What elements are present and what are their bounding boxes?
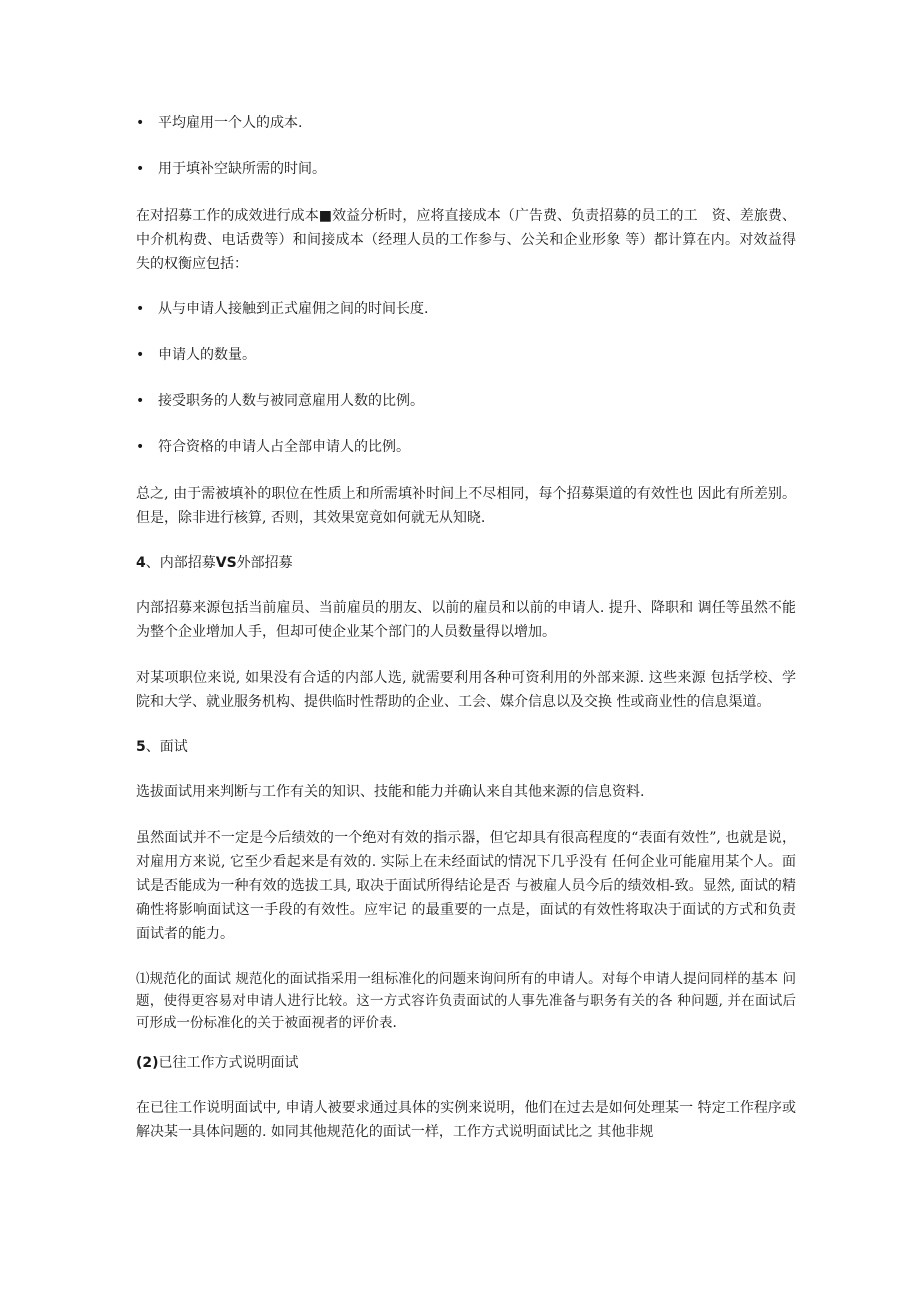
list-item-text: 用于填补空缺所需的时间。 [158,161,326,177]
paragraph-external-recruitment: 对某项职位来说, 如果没有合适的内部人选, 就需要利用各种可资利用的外部来源. 这些来源 包括学校、学院和大学、就业服务机构、提供临时性帮助的企业、工会、媒介信息以及交换 性或商业性的信息渠道。 [136,670,796,710]
bullet-icon: • [136,115,145,131]
list-item [136,390,796,412]
paragraph-cost-benefit: 在对招募工作的成效进行成本■效益分析时，应将直接成本（广告费、负责招募的员工的工 资、差旅费、中介机构费、电话费等）和间接成本（经理人员的工作参与、公关和企业形象 等）都计算在内。对效益得失的权衡应包括： [136,208,796,272]
section-heading-4 [136,552,796,574]
bullet-icon: • [136,439,145,455]
subsection-heading-2 [136,1052,796,1074]
section-title-vs: VS [215,555,237,571]
list-item [136,344,796,366]
section-number: 4 [136,555,146,571]
list-item-text: 接受职务的人数与被同意雇用人数的比例。 [158,393,424,409]
paragraph-behavioral-interview: 在已往工作说明面试中, 申请人被要求通过具体的实例来说明，他们在过去是如何处理某一 特定工作程序或解决某一具体问题的. 如同其他规范化的面试一样，工作方式说明面试比之 其他非规 [136,1100,796,1140]
paragraph-interview-validity: 虽然面试并不一定是今后绩效的一个绝对有效的指示器，但它却具有很高程度的“表面有效性”, 也就是说，对雇用方来说, 它至少看起来是有效的. 实际上在未经面试的情况下几乎没有 任何企业可能雇用某个人。面试是否能成为一种有效的选拔工具, 取决于面试所得结论是否 与被雇人员今后的绩效相-致。显然, 面试的精确性将影响面试这一手段的有效性。应牢记 的最重要的一点是，面试的有效性将取决于面试的方式和负责面试者的能力。 [136,830,796,942]
bullet-icon: • [136,161,145,177]
document-page [136,112,796,1166]
bullet-icon: • [136,301,145,317]
paragraph-structured-interview: ⑴规范化的面试 规范化的面试指采用一组标准化的问题来询问所有的申请人。对每个申请人提问同样的基本 问题，使得更容易对申请人进行比较。这一方式容许负责面试的人事先准备与职务有关的各 种问题, 并在面试后可形成一份标准化的关于被面视者的评价表. [136,971,796,1031]
paragraph-internal-recruitment: 内部招募来源包括当前雇员、当前雇员的朋友、以前的雇员和以前的申请人. 提升、降职和 调任等虽然不能为整个企业增加人手，但却可使企业某个部门的人员数量得以增加。 [136,600,796,640]
section-title-part: 、内部招募 [145,555,216,571]
section-title: 、面试 [145,739,188,755]
bullet-icon: • [136,347,145,363]
list-item-text: 符合资格的申请人占全部申请人的比例。 [158,439,410,455]
list-item [136,436,796,458]
list-item-text: 从与申请人接触到正式雇佣之间的时间长度. [158,301,429,317]
section-heading-5 [136,736,796,758]
bullet-icon: • [136,393,145,409]
list-item-text: 平均雇用一个人的成本. [158,115,303,131]
list-item [136,298,796,320]
subsection-number: (2) [136,1055,159,1071]
subsection-title: 已往工作方式说明面试 [158,1055,299,1071]
list-item [136,112,796,134]
paragraph-summary: 总之, 由于需被填补的职位在性质上和所需填补时间上不尽相同，每个招募渠道的有效性也 因此有所差别。但是，除非进行核算, 否则，其效果宽竟如何就无从知晓. [136,486,796,526]
paragraph-interview-intro: 选拔面试用来判断与工作有关的知识、技能和能力并确认来自其他来源的信息资料. [136,784,645,800]
list-item [136,158,796,180]
list-item-text: 申请人的数量。 [158,347,256,363]
section-number: 5 [136,739,146,755]
section-title-part: 外部招募 [236,555,293,571]
